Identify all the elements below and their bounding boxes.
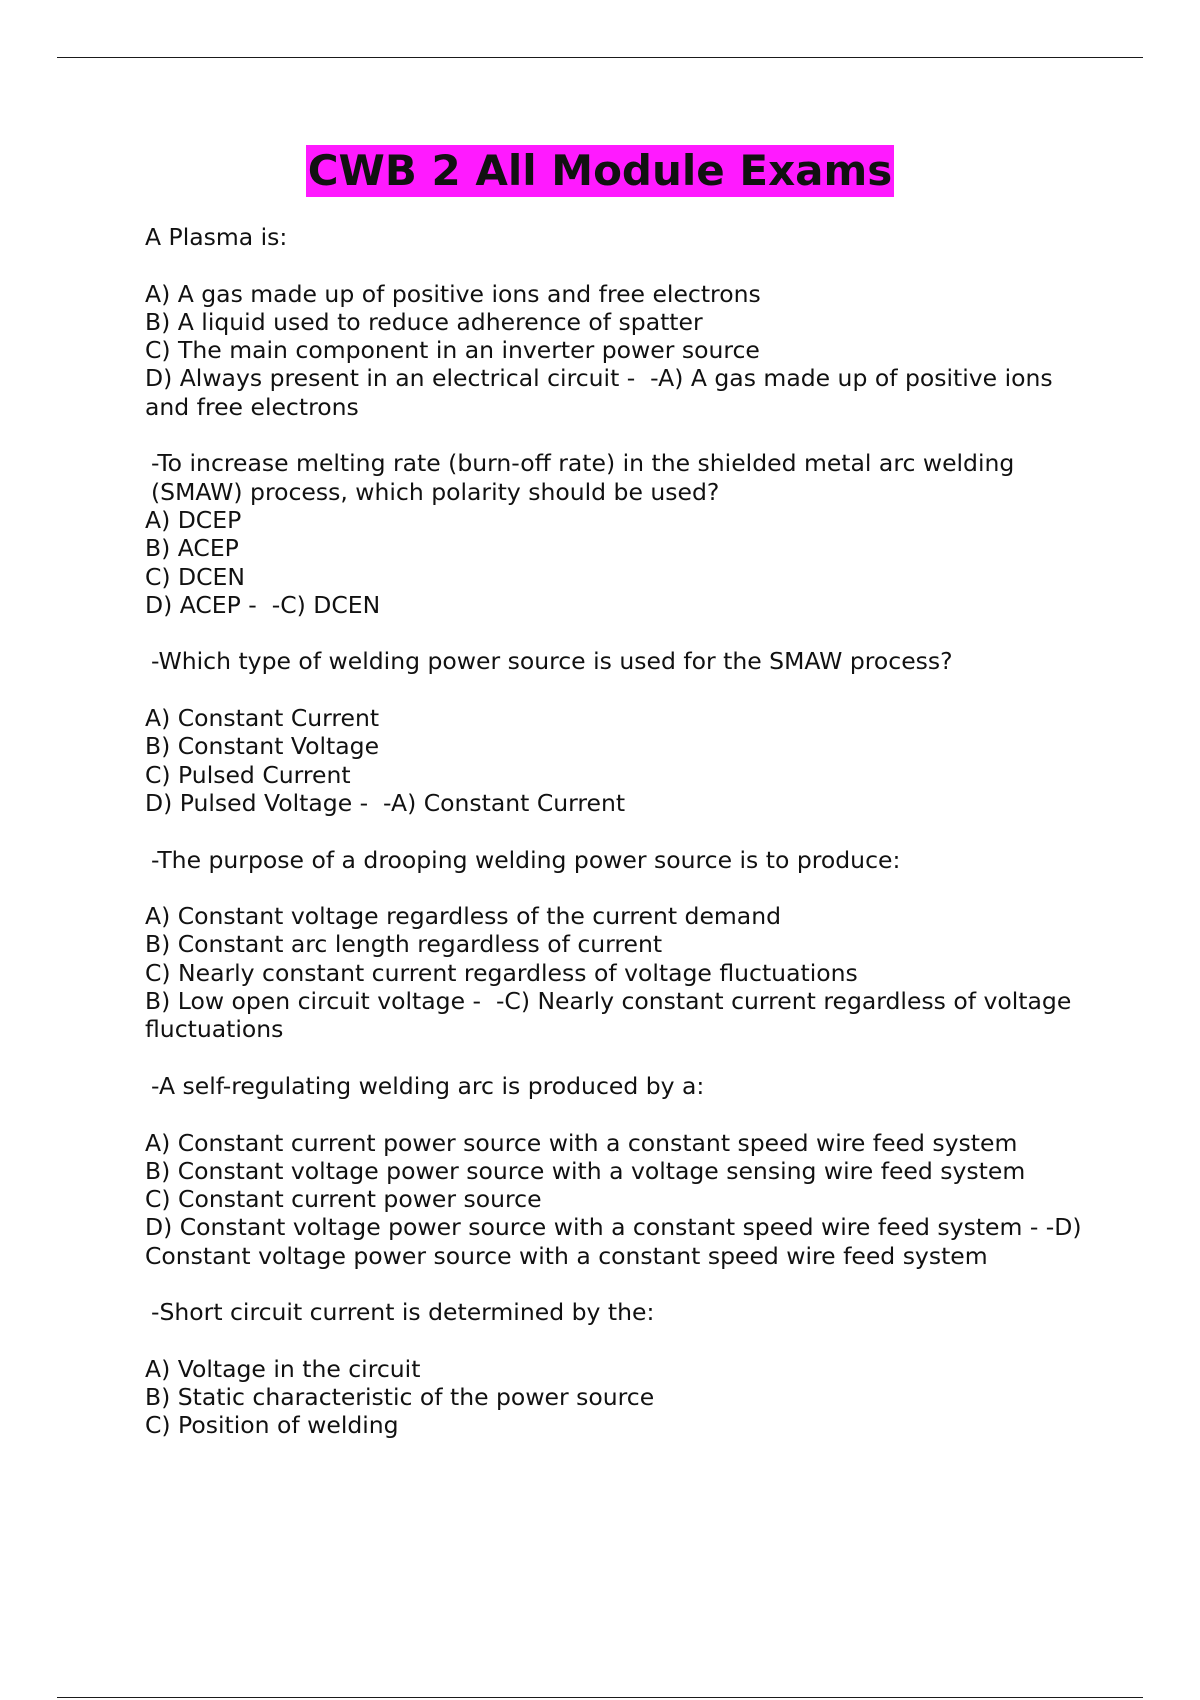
- option-line: C) Nearly constant current regardless of voltage fluctuations: [145, 958, 858, 987]
- question-stem: -A self-regulating welding arc is produced by a:: [151, 1071, 705, 1100]
- options-block: [145, 704, 1085, 817]
- option-line: B) Constant arc length regardless of current: [145, 930, 663, 959]
- options-block: [145, 1128, 1090, 1270]
- option-line: B) Constant Voltage: [145, 732, 380, 761]
- option-line-with-answer: D) Constant voltage power source with a constant speed wire feed system - -D) Constant voltage power source with a constant speed wire feed system: [145, 1213, 1090, 1270]
- option-line-with-answer: D) Always present in an electrical circuit - -A) A gas made up of positive ions and free electrons: [145, 364, 1061, 421]
- option-line: A) Constant current power source with a constant speed wire feed system: [145, 1128, 1018, 1157]
- option-line: C) DCEN: [145, 562, 245, 591]
- question-stem: -Short circuit current is determined by the:: [151, 1298, 655, 1327]
- option-line: A) A gas made up of positive ions and free electrons: [145, 279, 761, 308]
- option-line-with-answer: D) ACEP - -C) DCEN: [145, 590, 381, 619]
- option-line: A) DCEP: [145, 505, 242, 534]
- document-title: CWB 2 All Module Exams: [307, 146, 893, 195]
- option-line: B) ACEP: [145, 534, 239, 563]
- option-line: A) Constant voltage regardless of the current demand: [145, 902, 782, 931]
- options-block: [145, 1355, 1085, 1440]
- top-rule: [57, 57, 1143, 58]
- option-line: C) Position of welding: [145, 1411, 399, 1440]
- options-block: [145, 280, 1085, 421]
- options-block: [145, 902, 1085, 1043]
- option-line: A) Voltage in the circuit: [145, 1354, 421, 1383]
- question-block: [145, 449, 1085, 619]
- option-line: C) Constant current power source: [145, 1185, 542, 1214]
- question-block: [145, 1072, 1085, 1100]
- question-stem: -Which type of welding power source is used for the SMAW process?: [151, 647, 953, 676]
- title-container: [0, 145, 1200, 197]
- option-line: C) The main component in an inverter power source: [145, 336, 760, 365]
- option-line-with-answer: D) Pulsed Voltage - -A) Constant Current: [145, 788, 626, 817]
- question-stem: -The purpose of a drooping welding power source is to produce:: [151, 845, 901, 874]
- question-block: [145, 223, 1085, 251]
- question-stem: A Plasma is:: [145, 223, 288, 251]
- question-block: [145, 1298, 1085, 1326]
- option-line: A) Constant Current: [145, 704, 380, 733]
- option-line-with-answer: B) Low open circuit voltage - -C) Nearly constant current regardless of voltage fluctuations: [145, 987, 1079, 1044]
- option-line: C) Pulsed Current: [145, 760, 351, 789]
- bottom-rule: [57, 1697, 1143, 1698]
- document-body: [145, 223, 1090, 1468]
- question-stem: -To increase melting rate (burn-off rate) in the shielded metal arc welding (SMAW) process, which polarity should be used?: [151, 449, 1022, 506]
- option-line: B) Static characteristic of the power source: [145, 1383, 655, 1412]
- question-block: [145, 647, 1085, 675]
- question-block: [145, 846, 1085, 874]
- option-line: B) Constant voltage power source with a voltage sensing wire feed system: [145, 1156, 1026, 1185]
- option-line: B) A liquid used to reduce adherence of spatter: [145, 307, 703, 336]
